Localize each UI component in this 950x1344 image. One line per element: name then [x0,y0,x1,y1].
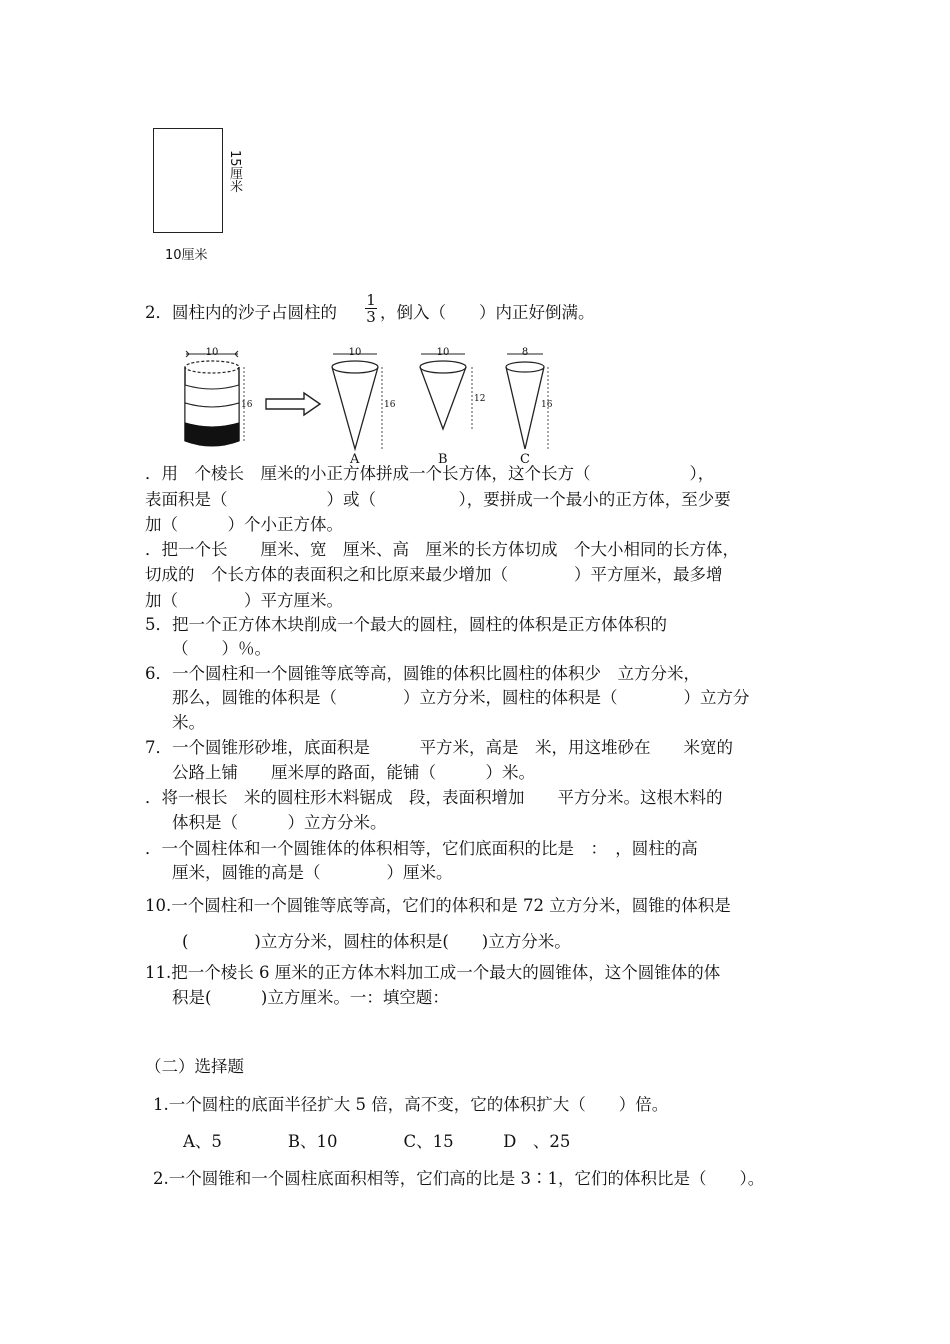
q6-line-2: 那么，圆锥的体积是（ ）立方分米，圆柱的体积是（ ）立方分 [172,688,750,707]
q8-line-2: 体积是（ ）立方分米。 [172,813,387,832]
q9-line-1: ．一个圆柱体和一个圆锥体的体积相等，它们底面积的比是 ： ，圆柱的高 [145,839,698,858]
q7-line-2: 公路上铺 厘米厚的路面，能铺（ ）米。 [172,763,535,782]
q6-line-3: 米。 [172,713,205,732]
mc2-question: 2.一个圆锥和一个圆柱底面积相等，它们高的比是 3∶1，它们的体积比是（ ）。 [153,1169,765,1188]
rectangle-figure [153,128,223,233]
q2-fraction [365,292,377,325]
q10-line-1: 10.一个圆柱和一个圆锥等底等高，它们的体积和是 72 立方分米，圆锥的体积是 [145,896,731,915]
sand-cylinder [185,347,253,446]
q2-suffix: ，倒入（ ）内正好倒满。 [380,303,595,322]
fraction-denominator: 3 [366,308,376,326]
cylinder-diameter-label: 10 [205,347,219,358]
q9-line-2: 厘米，圆锥的高是（ ）厘米。 [172,863,453,882]
mc1-question: 1.一个圆柱的底面半径扩大 5 倍，高不变，它的体积扩大（ ）倍。 [153,1095,669,1114]
q11-line-2: 积是( )立方厘米。一：填空题： [172,988,449,1007]
cylinder-height-label: 16 [241,400,253,410]
q7-line-1: 7．一个圆锥形砂堆，底面积是 平方米，高是 米，用这堆砂在 米宽的 [145,738,733,757]
cone-a-height-label: 16 [384,400,396,410]
cylinder-cones-diagram [170,345,570,465]
cone-c [506,347,553,465]
q2-prefix: 2．圆柱内的沙子占圆柱的 [145,303,337,322]
cone-b-label: B [438,452,448,465]
q11-line-1: 11.把一个棱长 6 厘米的正方体木料加工成一个最大的圆锥体，这个圆锥体的体 [145,963,721,982]
q4-line-2: 切成的 个长方体的表面积之和比原来最少增加（ ）平方厘米，最多增 [145,565,723,584]
cone-a [332,347,396,465]
fraction-numerator: 1 [366,291,376,309]
q10-line-2: ( )立方分米，圆柱的体积是( )立方分米。 [182,932,571,951]
cone-c-height-label: 16 [541,400,553,410]
cone-c-label: C [520,452,530,465]
rectangle-height-label: 15厘米 [227,150,242,193]
cone-b [420,347,485,465]
q5-line-2: （ ）％。 [172,639,271,658]
mc1-options: A、5 B、10 C、15 D 、25 [183,1132,571,1151]
rectangle-width-label: 10厘米 [165,248,208,263]
cone-b-diameter-label: 10 [436,347,450,358]
section-title-choice: （二）选择题 [145,1057,244,1076]
arrow-icon [266,393,320,415]
cone-c-diameter-label: 8 [521,347,529,358]
q3-line-3: 加（ ）个小正方体。 [145,515,343,534]
cone-b-height-label: 12 [474,394,486,404]
q3-line-2: 表面积是（ ）或（ ），要拼成一个最小的正方体，至少要 [145,490,731,509]
q4-line-3: 加（ ）平方厘米。 [145,591,343,610]
q5-line-1: 5．把一个正方体木块削成一个最大的圆柱，圆柱的体积是正方体体积的 [145,615,667,634]
cone-a-diameter-label: 10 [348,347,362,358]
q4-line-1: ．把一个长 厘米、宽 厘米、高 厘米的长方体切成 个大小相同的长方体， [145,540,739,559]
cone-a-label: A [350,452,360,465]
q8-line-1: ．将一根长 米的圆柱形木料锯成 段，表面积增加 平方分米。这根木料的 [145,788,723,807]
q3-line-1: ．用 个棱长 厘米的小正方体拼成一个长方体，这个长方（ ）， [145,464,715,483]
q6-line-1: 6．一个圆柱和一个圆锥等底等高，圆锥的体积比圆柱的体积少 立方分米， [145,664,700,683]
